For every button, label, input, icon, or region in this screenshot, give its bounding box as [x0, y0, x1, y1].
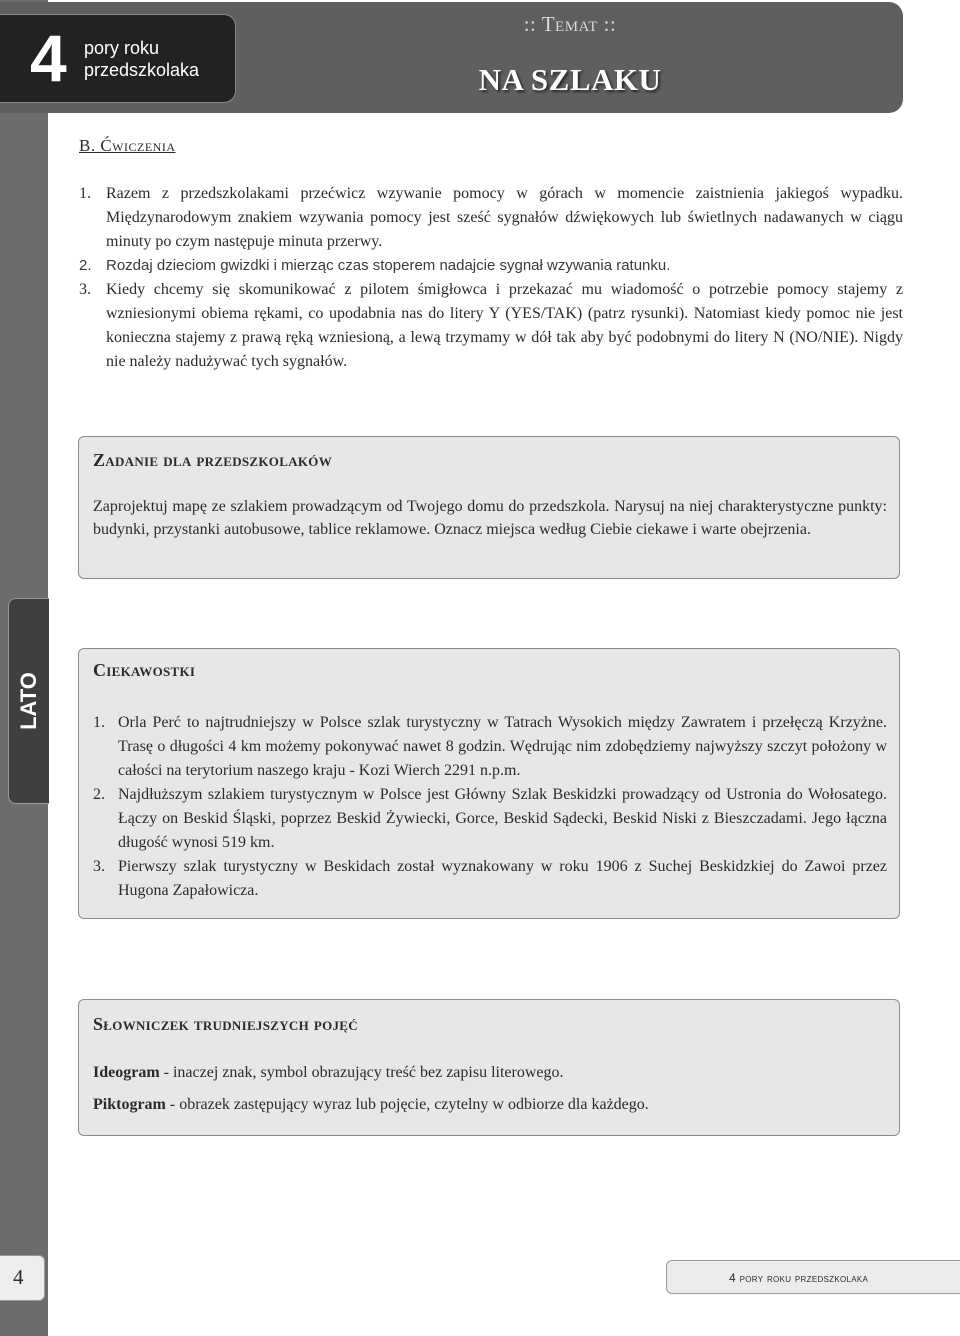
- logo-number: 4: [30, 21, 67, 95]
- list-item: [93, 711, 887, 783]
- item-text: Rozdaj dzieciom gwizdki i mierząc czas stoperem nadajcie sygnał wzywania ratunku.: [106, 257, 671, 274]
- list-item: [93, 783, 887, 855]
- item-number: 3.: [79, 281, 91, 298]
- page-number-box: [0, 1255, 45, 1301]
- logo: [0, 14, 236, 103]
- footer-publication-box: [666, 1260, 960, 1294]
- item-text: Pierwszy szlak turystyczny w Beskidach został wyznakowany w roku 1906 z Suchej Beskidzkiej do Zawoi przez Hugona Zapałowicza.: [118, 858, 887, 899]
- exercise-list: [79, 182, 903, 374]
- item-text: Najdłuższym szlakiem turystycznym w Polsce jest Główny Szlak Beskidzki prowadzący od Ustronia do Wołosatego. Łączy on Beskid Śląski, poprzez Beskid Żywiecki, Gorce, Beskid Sądecki, Beskid Niski z Bieszczadami. Jego łączna długość wynosi 519 km.: [118, 786, 887, 851]
- glossary-definition: - obrazek zastępujący wyraz lub pojęcie, czytelny w odbiorze dla każdego.: [165, 1096, 649, 1113]
- item-number: 2.: [79, 257, 92, 274]
- glossary-term: Piktogram: [93, 1096, 166, 1113]
- item-text: Razem z przedszkolakami przećwicz wzywanie pomocy w górach w momencie zaistnienia jakiegoś wypadku. Międzynarodowym znakiem wzywania pomocy jest sześć sygnałów dźwiękowych lub świetlnych nadawanych w ciągu minuty po czym następuje minuta przerwy.: [106, 185, 903, 250]
- facts-list: [93, 711, 887, 903]
- list-item: [79, 182, 903, 254]
- glossary-definition: - inaczej znak, symbol obrazujący treść bez zapisu literowego.: [159, 1064, 564, 1081]
- season-tab-label: LATO: [16, 672, 41, 730]
- season-tab: [8, 598, 49, 804]
- list-item: [79, 278, 903, 374]
- facts-box: [78, 648, 900, 919]
- glossary-entry: [93, 1062, 887, 1084]
- glossary-term: Ideogram: [93, 1064, 160, 1081]
- facts-title: Ciekawostki: [93, 660, 196, 680]
- task-text: Zaprojektuj mapę ze szlakiem prowadzącym od Twojego domu do przedszkola. Narysuj na niej charakterystyczne punkty: budynki, przystanki autobusowe, tablice reklamowe. Oznacz miejsca według Ciebie ciekawe i warte obejrzenia.: [93, 498, 887, 538]
- page-header: [0, 2, 903, 113]
- topic-label: :: Temat ::: [523, 12, 617, 36]
- item-number: 1.: [79, 185, 91, 202]
- glossary-title: Słowniczek trudniejszych pojęć: [93, 1014, 358, 1034]
- item-text: Orla Perć to najtrudniejszy w Polsce szlak turystyczny w Tatrach Wysokich między Zawratem i przełęczą Krzyżne. Trasę o długości 4 km możemy pokonywać nawet 8 godzin. Wędrując nim zdobędziemy najwyższy szczyt położony w całości na terytorium naszego kraju - Kozi Wierch 2291 n.p.m.: [118, 714, 887, 779]
- glossary-box: [78, 999, 900, 1136]
- task-box: [78, 436, 900, 579]
- topic-title: NA SZLAKU: [478, 62, 662, 97]
- item-text: Kiedy chcemy się skomunikować z pilotem śmigłowca i przekazać mu wiadomość o potrzebie pomocy stajemy z wzniesionymi obiema rękami, co upodabnia nas do litery Y (YES/TAK) (patrz rysunki). Natomiast kiedy pomoc nie jest konieczna stajemy z prawą ręką wzniesioną, a lewą trzymamy w dół tak aby być podobnymi do litery N (NO/NIE). Nigdy nie należy nadużywać tych sygnałów.: [106, 281, 903, 370]
- list-item: [93, 855, 887, 903]
- list-item: [79, 254, 903, 278]
- item-number: 2.: [93, 786, 105, 803]
- page-number: 4: [13, 1265, 24, 1289]
- glossary-entry: [93, 1094, 887, 1116]
- task-title: Zadanie dla przedszkolaków: [93, 450, 333, 470]
- footer-publication: 4 pory roku przedszkolaka: [729, 1271, 869, 1285]
- facts-body: [93, 711, 887, 903]
- item-number: 1.: [93, 714, 105, 731]
- item-number: 3.: [93, 858, 105, 875]
- logo-text: pory roku przedszkolaka: [84, 38, 200, 80]
- glossary-body: [93, 1062, 887, 1126]
- section-heading-exercises: B. Ćwiczenia: [79, 136, 176, 155]
